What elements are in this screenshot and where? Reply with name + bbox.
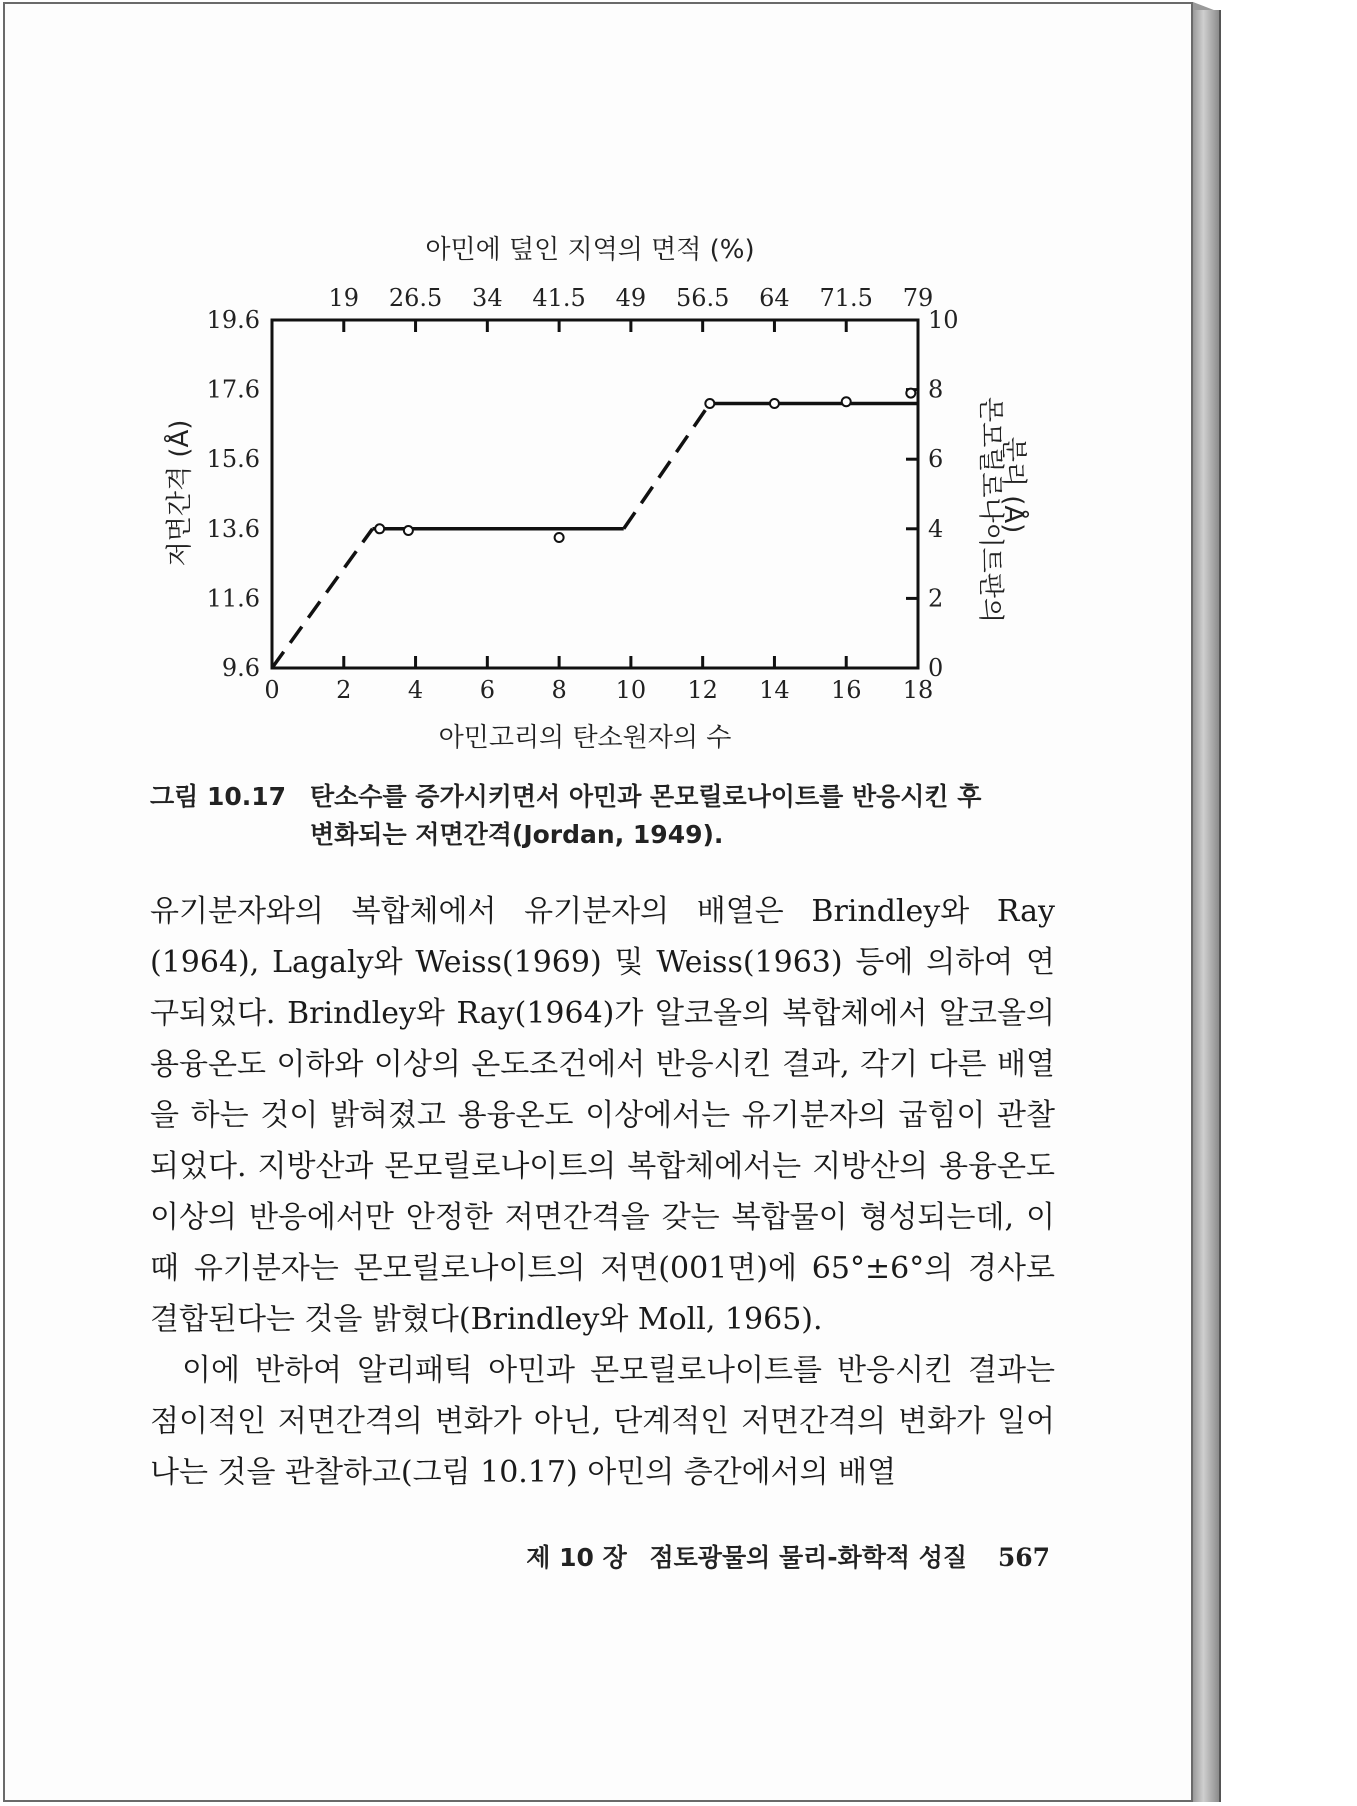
plot-frame (272, 320, 918, 668)
data-point (555, 533, 564, 542)
bottom-axis-title: 아민고리의 탄소원자의 수 (438, 723, 732, 753)
bottom-tick-label: 10 (615, 676, 647, 704)
bottom-tick-label: 6 (479, 676, 495, 704)
right-axis-title-line2: 분리 (Å) (998, 436, 1028, 534)
right-tick-label: 0 (928, 654, 944, 682)
chart-axes (272, 320, 918, 668)
top-tick-label: 34 (472, 284, 503, 312)
right-axis-tick-labels (928, 306, 959, 682)
left-axis-tick-labels (207, 306, 260, 682)
caption-line-2: 변화되는 저면간격(Jordan, 1949). (310, 820, 724, 849)
left-tick-label: 15.6 (206, 445, 260, 474)
top-tick-label: 19 (328, 284, 360, 312)
data-point (375, 524, 384, 533)
top-tick-label: 79 (902, 284, 934, 312)
top-tick-label: 71.5 (819, 284, 873, 312)
bottom-axis-tick-labels (264, 676, 933, 704)
data-point (404, 526, 413, 535)
body-text (150, 886, 1055, 1498)
page-number: 567 (997, 1543, 1050, 1572)
bottom-tick-label: 14 (759, 676, 790, 704)
right-tick-label: 2 (928, 584, 944, 613)
series-lines (272, 404, 918, 668)
footer-title: 점토광물의 물리-화학적 성질 (649, 1543, 968, 1572)
footer-chapter: 제 10 장 (526, 1543, 627, 1572)
top-axis-tick-labels (329, 284, 934, 312)
top-axis-title: 아민에 덮인 지역의 면적 (%) (425, 235, 755, 265)
page-footer (520, 1538, 1050, 1574)
bottom-tick-label: 4 (407, 676, 424, 704)
bottom-tick-label: 18 (902, 676, 934, 704)
figure-chart (0, 0, 1357, 760)
right-tick-label: 10 (928, 306, 959, 334)
data-point (842, 397, 851, 406)
caption-line-1: 탄소수를 증가시키면서 아민과 몬모릴로나이트를 반응시킨 후 (310, 782, 982, 811)
top-tick-label: 56.5 (675, 284, 730, 312)
dashed-segment (272, 529, 372, 668)
dashed-segment (624, 404, 710, 529)
left-tick-label: 9.6 (221, 654, 260, 682)
bottom-tick-label: 8 (551, 676, 567, 704)
figure-number: 그림 10.17 (150, 782, 287, 811)
paragraph-1: 유기분자와의 복합체에서 유기분자의 배열은 Brindley와 Ray (1964), Lagaly와 Weiss(1969) 및 Weiss(1963) 등에 의하여 연구되었다. Brindley와 Ray(1964)가 알코올의 복합체에서 알코올의 용융온도 이하와 이상의 온도조건에서 반응시킨 결과, 각기 다른 배열을 하는 것이 밝혀졌고 용융온도 이상에서는 유기분자의 굽힘이 관찰되었다. 지방산과 몬모릴로나이트의 복합체에서는 지방산의 용융온도 이상의 반응에서만 안정한 저면간격을 갖는 복합물이 형성되는데, 이 때 유기분자는 몬모릴로나이트의 저면(001면)에 65°±6°의 경사로 결합된다는 것을 밝혔다(Brindley와 Moll, 1965). (150, 894, 1055, 1337)
left-axis-title: 저면간격 (Å) (165, 419, 195, 567)
right-axis-title-line1: 몬모릴로나이트판의 (975, 396, 1005, 624)
left-tick-label: 17.6 (206, 375, 260, 404)
top-tick-label: 41.5 (532, 284, 586, 312)
bottom-tick-label: 2 (336, 676, 352, 704)
bottom-tick-label: 16 (830, 676, 862, 704)
top-tick-label: 64 (759, 284, 790, 312)
right-tick-label: 6 (928, 445, 944, 474)
figure-caption (150, 778, 1060, 854)
left-tick-label: 13.6 (206, 514, 260, 543)
left-tick-label: 19.6 (206, 306, 260, 334)
data-points (375, 389, 915, 542)
bottom-tick-label: 12 (687, 676, 718, 704)
right-tick-label: 8 (928, 375, 944, 404)
data-point (906, 389, 915, 398)
left-tick-label: 11.6 (206, 584, 260, 613)
top-tick-label: 26.5 (388, 284, 443, 312)
right-tick-label: 4 (928, 514, 944, 543)
top-tick-label: 49 (615, 284, 647, 312)
paragraph-2: 이에 반하여 알리패틱 아민과 몬모릴로나이트를 반응시킨 결과는 점이적인 저면간격의 변화가 아닌, 단계적인 저면간격의 변화가 일어나는 것을 관찰하고(그림 10.17) 아민의 층간에서의 배열 (150, 1353, 1055, 1490)
data-point (770, 399, 779, 408)
bottom-tick-label: 0 (264, 676, 280, 704)
data-point (705, 399, 714, 408)
